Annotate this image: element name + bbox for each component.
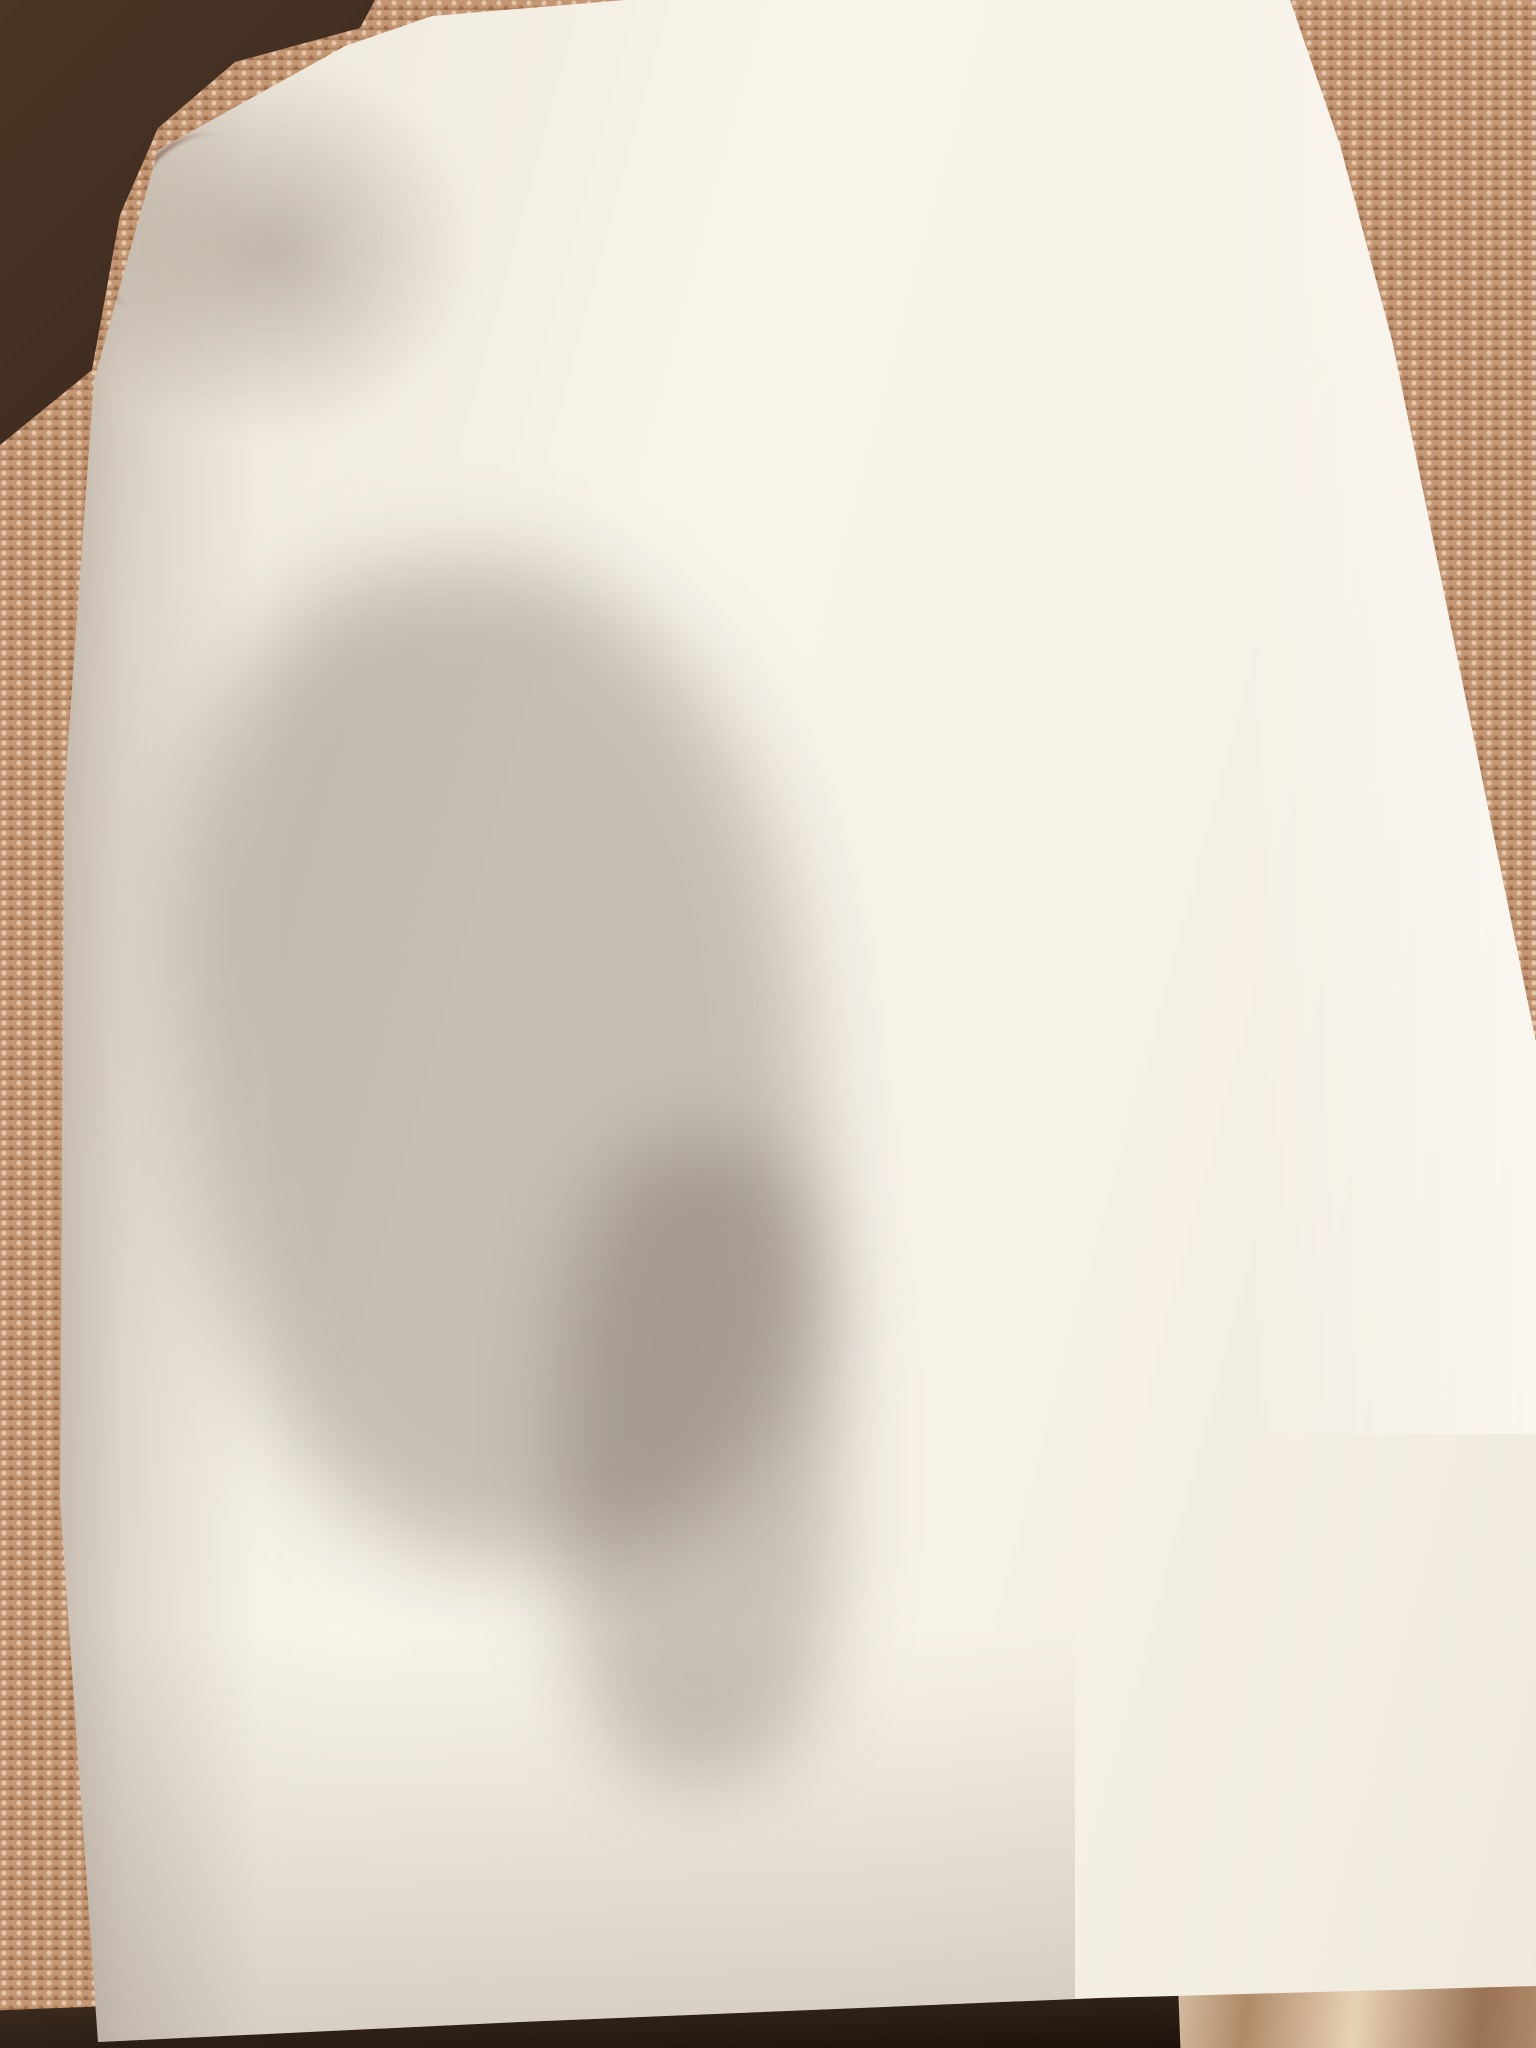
page-bottom-shading [0, 1628, 1075, 2048]
